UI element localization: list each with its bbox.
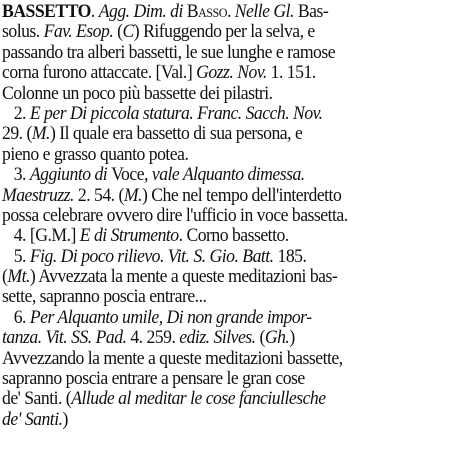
entry-text-segment: corna furono attaccate. [Val.] [2, 62, 197, 84]
entry-text-segment: E di [79, 225, 111, 247]
entry-text-segment: de' Santi. [2, 408, 63, 430]
entry-line [2, 22, 465, 42]
entry-text-segment: Alquanto dimessa. [182, 164, 305, 186]
entry-line [2, 308, 465, 328]
entry-text-segment: Per Alquanto umile, Di non grande impor- [29, 306, 312, 328]
entry-text-segment: E per Di piccola statura. Franc. Sacch. Nov. [29, 102, 323, 124]
entry-text-segment: Colonne un poco più bassette dei pilastri. [2, 82, 273, 104]
entry-text-segment: pieno e grasso quanto potea. [2, 143, 189, 165]
entry-text-segment: 5. [2, 245, 30, 267]
entry-line [2, 369, 465, 389]
entry-text-segment: 3. [2, 164, 30, 186]
entry-text-segment: ) Rifuggendo per la selva, e [133, 21, 315, 43]
entry-line [2, 328, 465, 348]
entry-text-segment: M. [123, 184, 142, 206]
entry-text-segment: solus. [2, 21, 44, 43]
entry-text-segment: ) [289, 327, 295, 349]
entry-text-segment: 29. ( [2, 123, 32, 145]
entry-text-segment: Allude al meditar le cose fanciullesche [71, 388, 326, 410]
entry-line [2, 124, 465, 144]
entry-line [2, 165, 465, 185]
entry-text-segment: Strumento [110, 225, 179, 247]
entry-text-segment: C [122, 21, 134, 43]
entry-line [2, 349, 465, 369]
entry-line [2, 206, 465, 226]
entry-text [2, 2, 467, 430]
entry-text-segment: Gh. [264, 327, 290, 349]
entry-text-segment: tanza. Vit. SS. Pad. [2, 327, 127, 349]
entry-line [2, 226, 465, 246]
entry-line [2, 63, 465, 83]
entry-text-segment: ( [113, 21, 123, 43]
entry-line [2, 267, 465, 287]
entry-text-segment: Fav. Esop. [43, 21, 114, 43]
entry-text-segment: Maestruzz. [2, 184, 74, 206]
entry-text-segment: ) Che nel tempo dell'interdetto [141, 184, 342, 206]
entry-text-segment: ( [255, 327, 265, 349]
entry-text-segment: . Corno bassetto. [178, 225, 289, 247]
entry-line [2, 84, 465, 104]
entry-text-segment: Nelle Gl. [234, 1, 294, 22]
entry-text-segment: Bas- [293, 1, 329, 22]
entry-line [2, 186, 465, 206]
entry-text-segment: ediz. Silves. [179, 327, 256, 349]
entry-text-segment: ) Avvezzata la mente a queste meditazioni bas- [29, 266, 338, 288]
entry-text-segment: M. [31, 123, 50, 145]
entry-line [2, 389, 465, 409]
headword: BASSETTO [2, 1, 91, 22]
entry-text-segment: Avvezzando la mente a queste meditazioni bassette, [2, 347, 343, 369]
entry-line [2, 287, 465, 307]
entry-text-segment: 2. 54. ( [73, 184, 124, 206]
entry-line [2, 247, 465, 267]
entry-text-segment: . [226, 1, 235, 22]
entry-text-segment: 1. 151. [266, 62, 316, 84]
entry-text-segment: 6. [2, 306, 30, 328]
entry-text-segment: 4. 259. [126, 327, 180, 349]
entry-text-segment: , vale [144, 164, 183, 186]
entry-text-segment: 185. [273, 245, 307, 267]
entry-text-segment: 4. [G.M.] [2, 225, 80, 247]
entry-line [2, 145, 465, 165]
entry-line [2, 104, 465, 124]
entry-text-segment: ) Il quale era bassetto di sua persona, e [49, 123, 303, 145]
entry-text-segment: ) [62, 408, 68, 430]
entry-line [2, 2, 465, 22]
entry-text-segment: Voce [111, 164, 145, 186]
entry-text-segment: ( [2, 266, 8, 288]
entry-text-segment: Aggiunto di [29, 164, 112, 186]
entry-text-segment: Fig. Di poco rilievo. Vit. S. Gio. Batt. [29, 245, 274, 267]
entry-text-segment: possa celebrare ovvero dire l'ufficio in voce bassetta. [2, 204, 348, 226]
entry-text-segment: sapranno poscia entrare a pensare le gran cose [2, 368, 305, 390]
entry-text-segment: Agg. Dim. di [98, 1, 187, 22]
entry-text-segment: passando tra alberi bassetti, le sue lunghe e ramose [2, 41, 336, 63]
entry-text-segment: 2. [2, 102, 30, 124]
entry-text-segment: . [90, 1, 99, 22]
entry-text-segment: Gozz. Nov. [196, 62, 267, 84]
entry-text-segment: Mt. [7, 266, 30, 288]
entry-text-segment: Basso [186, 1, 227, 22]
entry-line [2, 410, 465, 430]
entry-text-segment: de' Santi. ( [2, 388, 72, 410]
entry-text-segment: sette, sapranno poscia entrare... [2, 286, 207, 308]
entry-line [2, 43, 465, 63]
